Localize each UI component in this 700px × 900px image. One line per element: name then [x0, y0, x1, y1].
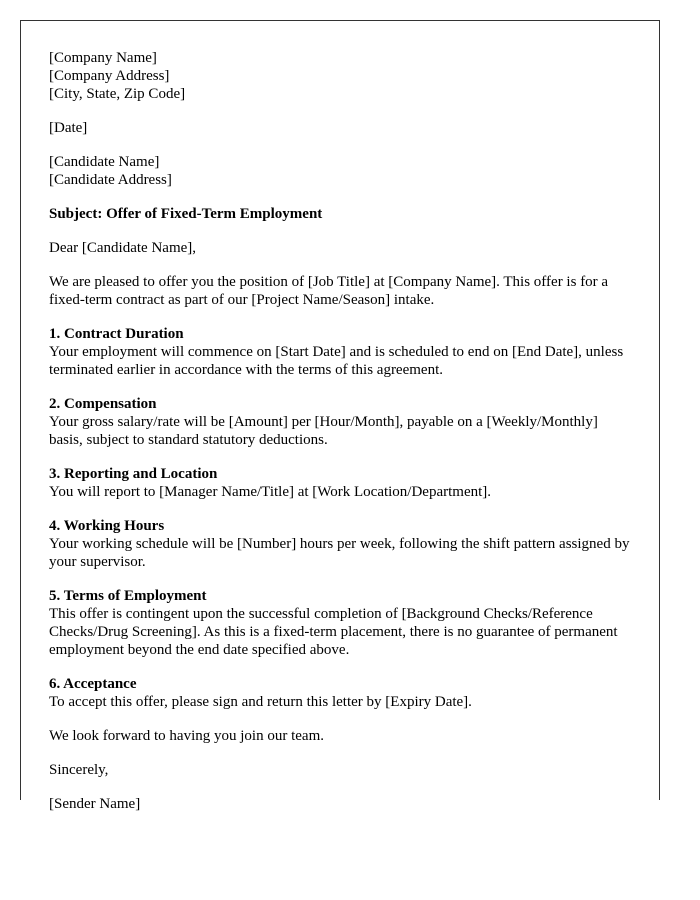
section-heading: 1. Contract Duration [49, 326, 184, 342]
section-compensation [49, 395, 634, 449]
section-body: Your gross salary/rate will be [Amount] per [Hour/Month], payable on a [Weekly/Monthly] basis, subject to standard statutory deductions. [49, 414, 598, 448]
sender-company-name: [Company Name] [49, 50, 157, 66]
recipient-address: [Candidate Address] [49, 172, 172, 188]
letter-sign-off: Sincerely, [49, 762, 109, 778]
recipient-name: [Candidate Name] [49, 154, 160, 170]
letter-subject: Subject: Offer of Fixed-Term Employment [49, 206, 323, 222]
section-heading: 6. Acceptance [49, 676, 137, 692]
section-heading: 4. Working Hours [49, 518, 165, 534]
signer-name: [Sender Name] [49, 796, 141, 812]
section-body: Your working schedule will be [Number] hours per week, following the shift pattern assigned by your supervisor. [49, 536, 630, 570]
section-body: To accept this offer, please sign and return this letter by [Expiry Date]. [49, 694, 472, 710]
letter-date: [Date] [49, 120, 88, 136]
section-body: You will report to [Manager Name/Title] at [Work Location/Department]. [49, 484, 492, 500]
sender-city-state-zip: [City, State, Zip Code] [49, 86, 186, 102]
letter-page [20, 20, 660, 812]
section-reporting-location [49, 465, 634, 501]
section-acceptance [49, 675, 634, 711]
section-heading: 2. Compensation [49, 396, 157, 412]
section-body: Your employment will commence on [Start Date] and is scheduled to end on [End Date], unless terminated earlier in accordance with the terms of this agreement. [49, 344, 624, 378]
sender-address-block [49, 49, 634, 103]
sender-company-address: [Company Address] [49, 68, 170, 84]
letter-content [49, 49, 634, 829]
section-heading: 5. Terms of Employment [49, 588, 207, 604]
section-heading: 3. Reporting and Location [49, 466, 218, 482]
section-body: This offer is contingent upon the successful completion of [Background Checks/Reference Checks/Drug Screening]. As this is a fixed-term placement, there is no guarantee of permanent employment beyond the end date specified above. [49, 606, 618, 658]
section-working-hours [49, 517, 634, 571]
letter-closing-line: We look forward to having you join our team. [49, 728, 324, 744]
section-terms-of-employment [49, 587, 634, 659]
recipient-address-block [49, 153, 634, 189]
section-contract-duration [49, 325, 634, 379]
letter-intro: We are pleased to offer you the position of [Job Title] at [Company Name]. This offer is for a fixed-term contract as part of our [Project Name/Season] intake. [49, 274, 609, 308]
letter-salutation: Dear [Candidate Name], [49, 240, 197, 256]
